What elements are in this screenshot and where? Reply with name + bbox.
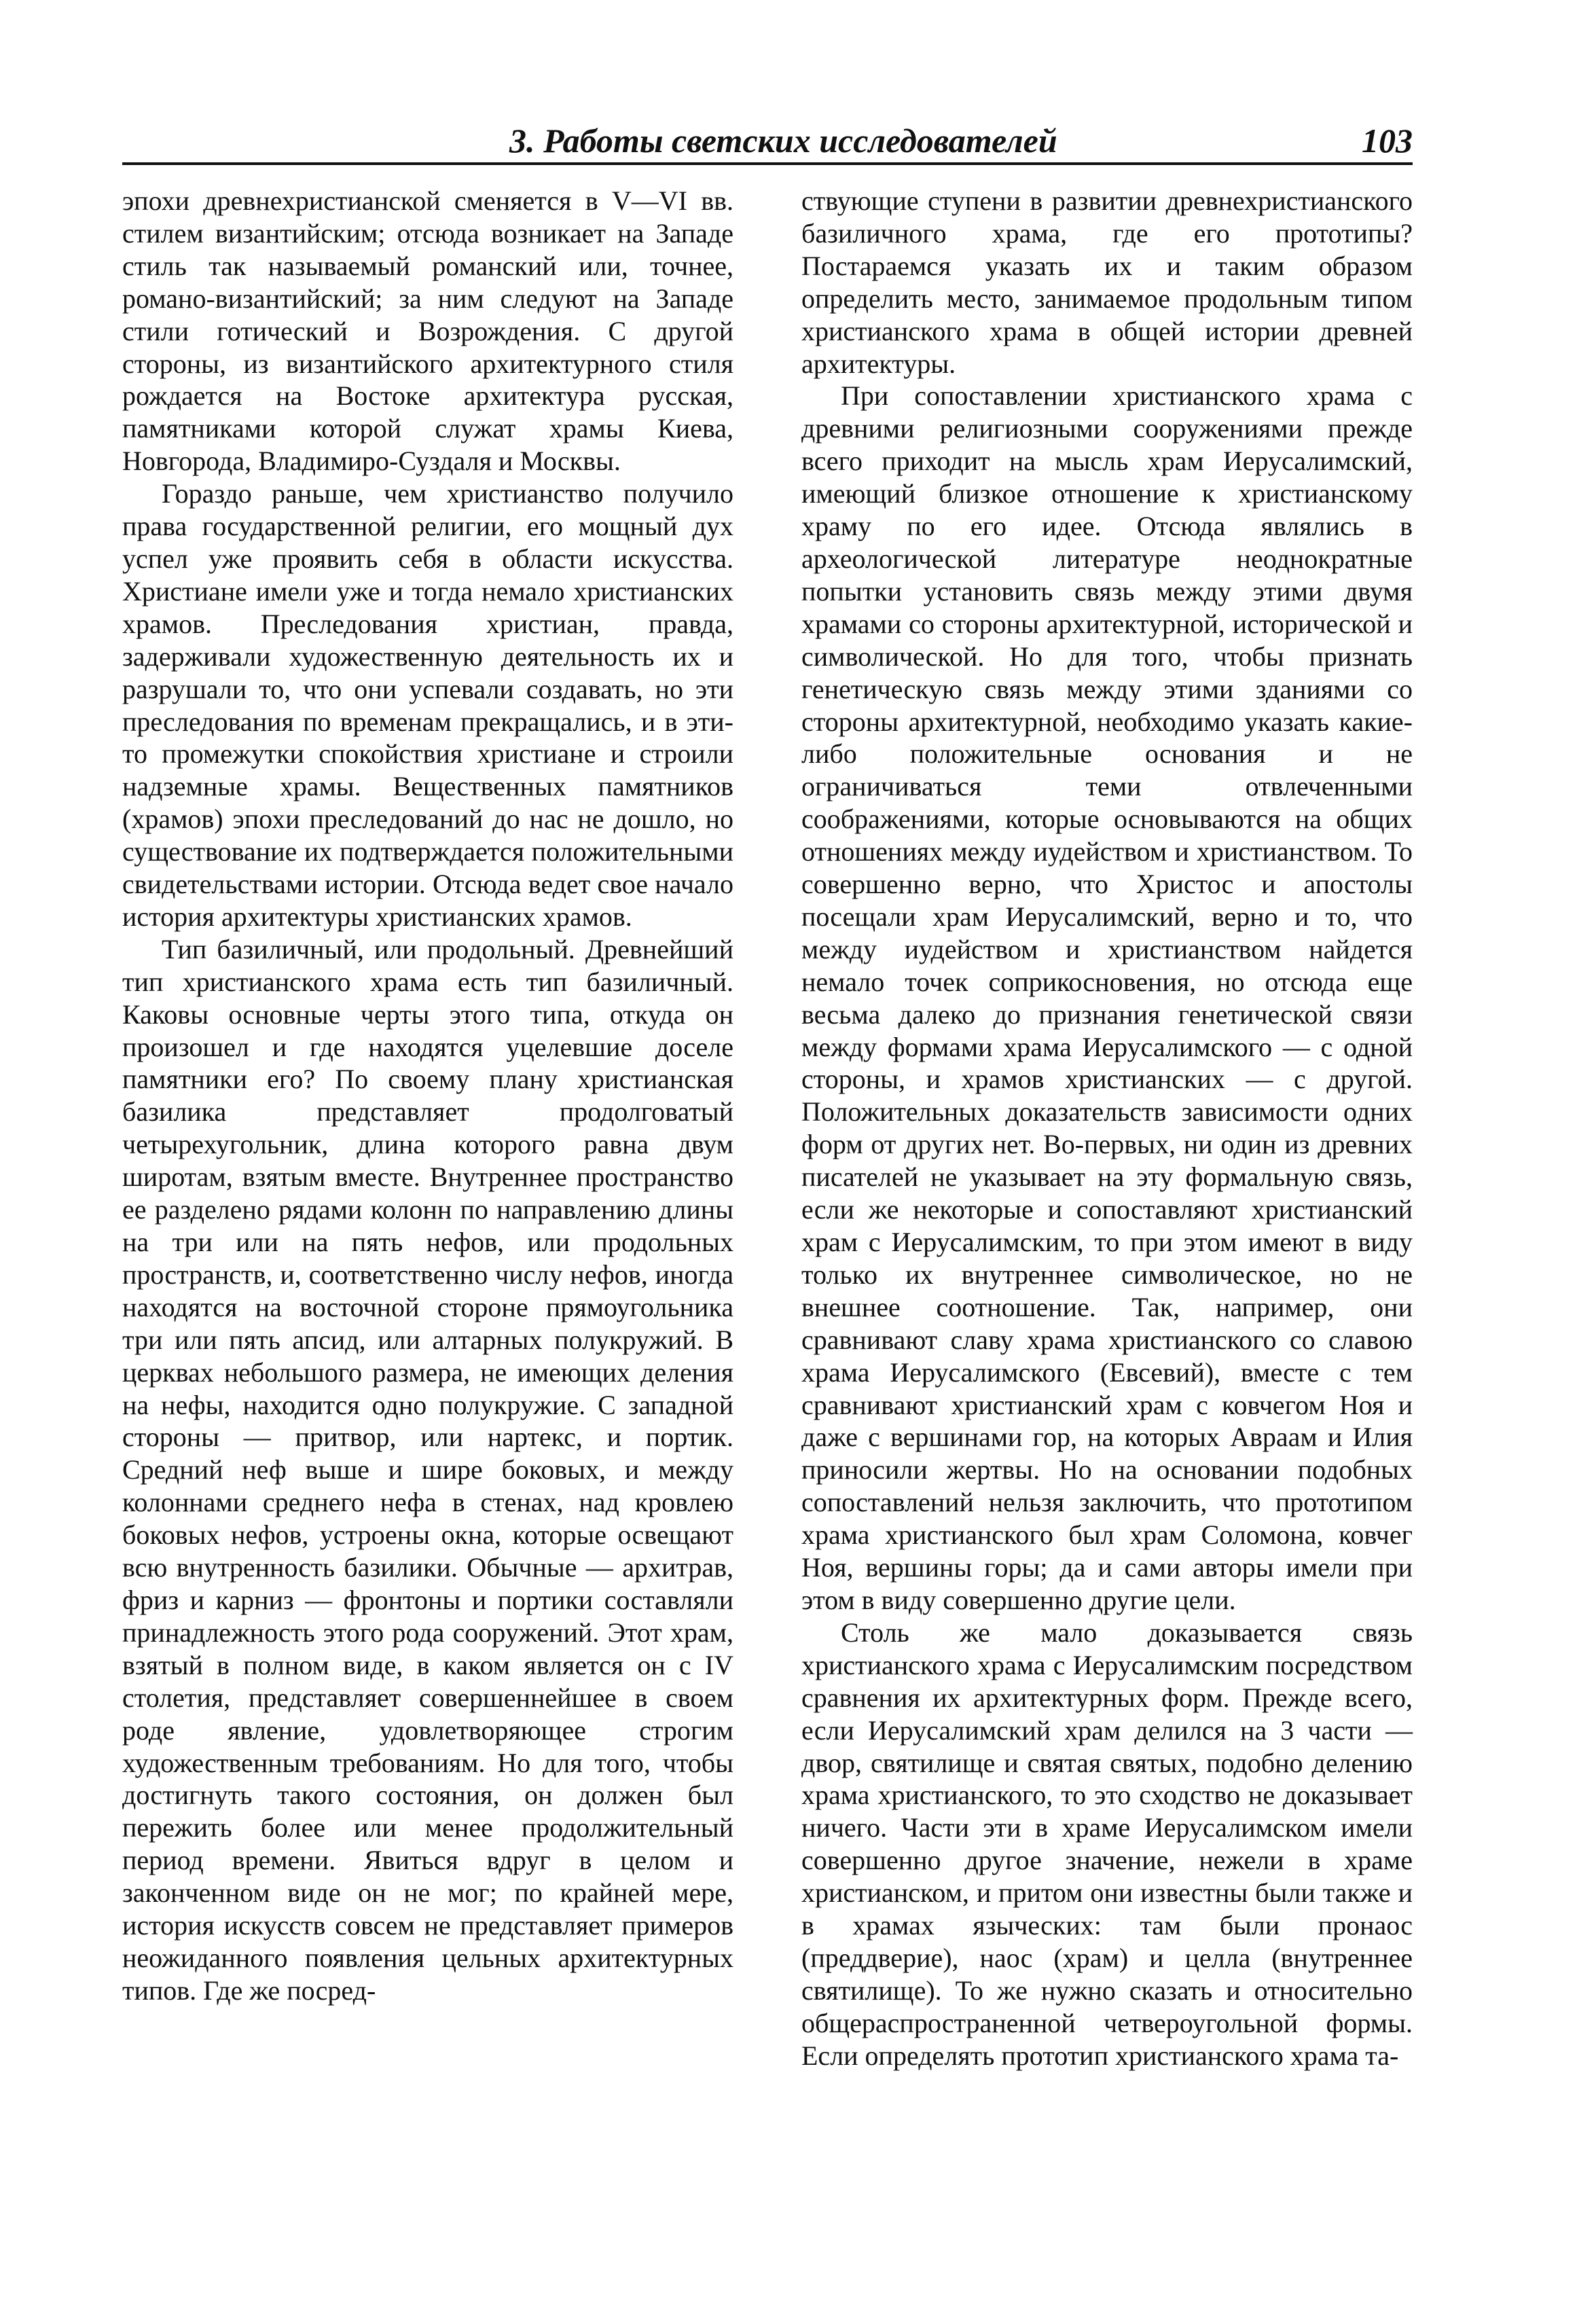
left-column bbox=[122, 185, 733, 2007]
paragraph: Гораздо раньше, чем христианство получило права государственной религии, его мощный дух успел уже проявить себя в области искусства. Христиане имели уже и тогда немало христианских храмов. Преследования христиан, правда, задерживали художественную деятельность их и разрушали то, что они успевали создавать, но эти преследования по временам прекращались, и в эти-то промежутки спокойствия христиане и строили надземные храмы. Вещественных памятников (храмов) эпохи преследований до нас не дошло, но существование их подтверждается положительными свидетельствами истории. Отсюда ведет свое начало история архитектуры христианских храмов. bbox=[122, 478, 733, 932]
running-title: 3. Работы светских исследователей bbox=[509, 122, 1057, 160]
paragraph: Столь же мало доказывается связь христианского храма с Иерусалимским посредством сравнения их архитектурных форм. Прежде всего, если Иерусалимский храм делился на 3 части — двор, святилище и святая святых, подобно делению храма христианского, то это сходство не доказывает ничего. Части эти в храме Иерусалимском имели совершенно другое значение, нежели в храме христианском, и притом они известны были также и в храмах языческих: там были пронаос (преддверие), наос (храм) и целла (внутреннее святилище). То же нужно сказать и относительно общераспространенной четвероугольной формы. Если определять прототип христианского храма та- bbox=[801, 1617, 1413, 2071]
paragraph: Тип базиличный, или продольный. Древнейший тип христианского храма есть тип базиличный. Каковы основные черты этого типа, откуда он произошел и где находятся уцелевшие доселе памятники его? По своему плану христианская базилика представляет продолговатый четырехугольник, длина которого равна двум широтам, взятым вместе. Внутреннее пространство ее разделено рядами колонн по направлению длины на три или на пять нефов, или продольных пространств, и, соответственно числу нефов, иногда находятся на восточной стороне прямоугольника три или пять апсид, или алтарных полукружий. В церквах небольшого размера, не имеющих деления на нефы, находится одно полукружие. С западной стороны — притвор, или нартекс, и портик. Средний неф выше и шире боковых, и между колоннами среднего нефа в стенах, над кровлею боковых нефов, устроены окна, которые освещают всю внутренность базилики. Обычные — архитрав, фриз и карниз — фронтоны и портики составляли принадлежность этого рода сооружений. Этот храм, взятый в полном виде, в каком является он с IV столетия, представляет совершеннейшее в своем роде явление, удовлетворяющее строгим художественным требованиям. Но для того, чтобы достигнуть такого состояния, он должен был пережить более или менее продолжительный период времени. Явиться вдруг в целом и законченном виде он не мог; по крайней мере, история искусств совсем не представляет примеров неожиданного появления цельных архитектурных типов. Где же посред- bbox=[122, 933, 733, 2006]
right-column bbox=[801, 185, 1413, 2072]
paragraph: ствующие ступени в развитии древнехристианского базиличного храма, где его прототипы? Постараемся указать их и таким образом определить место, занимаемое продольным типом христианского храма в общей истории древней архитектуры. bbox=[801, 185, 1413, 379]
paragraph: эпохи древнехристианской сменяется в V—VI вв. стилем византийским; отсюда возникает на Западе стиль так называемый романский или, точнее, романо-византийский; за ним следуют на Западе стили готический и Возрождения. С другой стороны, из византийского архитектурного стиля рождается на Востоке архитектура русская, памятниками которой служат храмы Киева, Новгорода, Владимиро-Суздаля и Москвы. bbox=[122, 185, 733, 477]
paragraph: При сопоставлении христианского храма с древними религиозными сооружениями прежде всего приходит на мысль храм Иерусалимский, имеющий близкое отношение к христианскому храму по его идее. Отсюда являлись в археологической литературе неоднократные попытки установить связь между этими двумя храмами со стороны архитектурной, исторической и символической. Но для того, чтобы признать генетическую связь между этими зданиями со стороны архитектурной, необходимо указать какие-либо положительные основания и не ограничиваться теми отвлеченными соображениями, которые основываются на общих отношениях между иудейством и христианством. То совершенно верно, что Христос и апостолы посещали храм Иерусалимский, верно и то, что между иудейством и христианством найдется немало точек соприкосновения, но отсюда еще весьма далеко до признания генетической связи между формами храма Иерусалимского — с одной стороны, и храмов христианских — с другой. Положительных доказательств зависимости одних форм от других нет. Во-первых, ни один из древних писателей не указывает на эту формальную связь, если же некоторые и сопоставляют христианский храм с Иерусалимским, то при этом имеют в виду только их внутреннее символическое, но не внешнее соотношение. Так, например, они сравнивают славу храма христианского со славою храма Иерусалимского (Евсевий), вместе с тем сравнивают христианский храм с ковчегом Ноя и даже с вершинами гор, на которых Авраам и Илия приносили жертвы. Но на основании подобных сопоставлений нельзя заключить, что прототипом храма христианского был храм Соломона, ковчег Ноя, вершины горы; да и сами авторы имели при этом в виду совершенно другие цели. bbox=[801, 380, 1413, 1615]
page-number: 103 bbox=[1362, 122, 1413, 160]
page-header bbox=[122, 119, 1413, 165]
